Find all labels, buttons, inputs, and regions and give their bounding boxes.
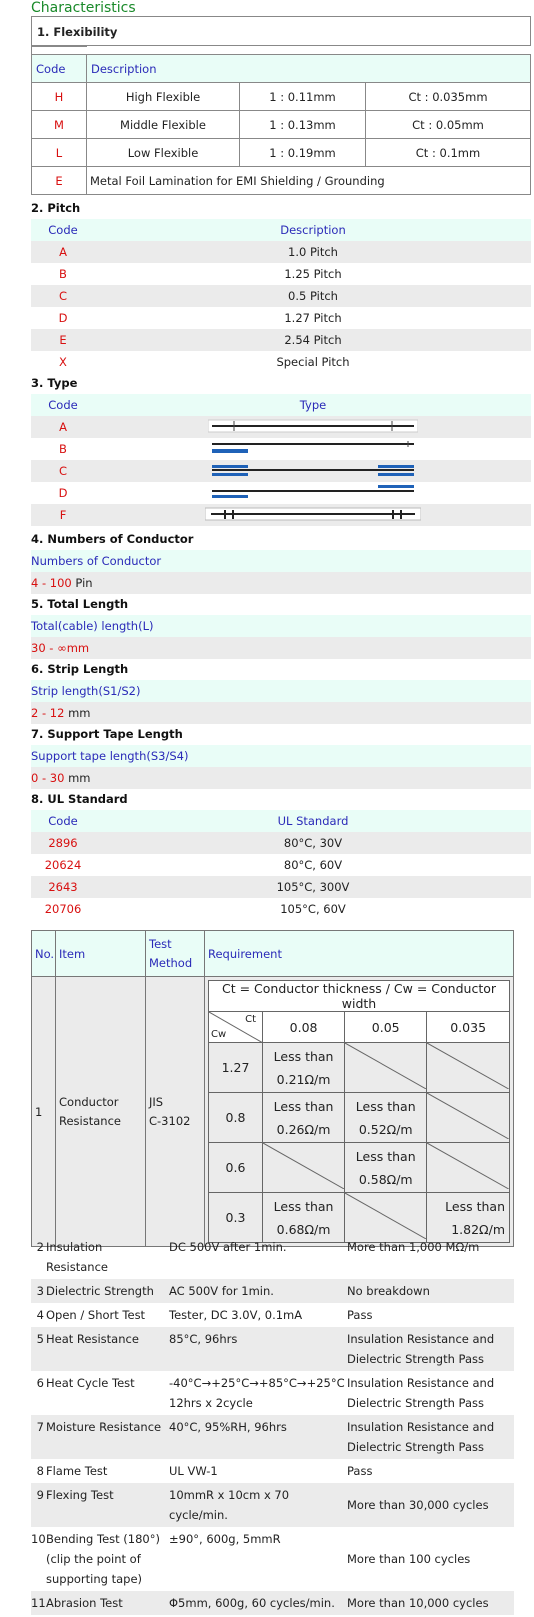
table-row: 7 Moisture Resistance 40°C, 95%RH, 96hrs Insulation Resistance and Dielectric Strength Pass	[31, 1415, 514, 1459]
table-row: 9 Flexing Test 10mmR x 10cm x 70 cycle/min. More than 30,000 cycles	[31, 1483, 514, 1527]
flexibility-heading: 1. Flexibility	[31, 16, 531, 46]
page-title: Characteristics	[31, 0, 136, 16]
table-row: 5 Heat Resistance 85°C, 96hrs Insulation Resistance and Dielectric Strength Pass	[31, 1327, 514, 1371]
table-row: 6 Heat Cycle Test -40°C→+25°C→+85°C→+25°C 12hrs x 2cycle Insulation Resistance and Dielectric Strength Pass	[36, 1376, 495, 1410]
test-list	[31, 1235, 514, 1615]
ul-table: Code UL Standard 2896 80°C, 30V 20624 80°C, 60V 2643 105°C, 300V 20706 105°C, 60V	[31, 810, 531, 920]
pitch-heading: 2. Pitch	[31, 201, 81, 215]
type-a-diagram	[208, 418, 418, 434]
type-f-diagram	[205, 505, 421, 523]
table-row: F	[31, 504, 531, 526]
type-b-diagram	[208, 440, 418, 456]
support-tape-heading: 7. Support Tape Length	[31, 727, 183, 741]
table-row: H High Flexible 1 : 0.11mm Ct : 0.035mm	[32, 83, 531, 111]
type-table: Code Type A B C D F	[31, 394, 531, 526]
table-row: D 1.27 Pitch	[58, 311, 342, 325]
table-row: A 1.0 Pitch	[31, 241, 531, 263]
strip-length-block: Strip length(S1/S2) 2 - 12 mm	[31, 680, 531, 724]
pitch-table: Code Description A 1.0 Pitch B 1.25 Pitch C 0.5 Pitch D 1.27 Pitch E 2.54 Pitch X Special Pitch	[31, 219, 531, 373]
type-d-diagram	[208, 484, 418, 500]
table-row: 10 Bending Test (180°) (clip the point of supporting tape) ±90°, 600g, 5mmR More than 100 cycles	[31, 1532, 471, 1586]
table-row: 4 Open / Short Test Tester, DC 3.0V, 0.1mA Pass	[36, 1308, 373, 1322]
table-row: 20706 105°C, 60V	[44, 902, 346, 916]
table-row: 3 Dielectric Strength AC 500V for 1min. No breakdown	[31, 1279, 514, 1303]
resistance-table: Ct = Conductor thickness / Cw = Conductor width Ct Cw 0.08 0.05 0.035 1.27 Less than 0.21Ω/m 0.8 Less than 0.26Ω/m Less than 0.52Ω/m 0.6 Less than 0.58Ω/m 0.3 Less than 0.68Ω/m Less than 1.82Ω/m	[208, 980, 510, 1243]
strip-length-heading: 6. Strip Length	[31, 662, 129, 676]
col-description: Description	[87, 55, 531, 83]
table-row: 8 Flame Test UL VW-1 Pass	[36, 1464, 373, 1478]
test-table: No. Item Test Method Requirement 1 Conductor Resistance JIS C-3102 Ct = Conductor thickness / Cw = Conductor width Ct Cw 0.08 0.05 0.035 1.27 Less than 0.21Ω/m 0.8 Less than 0.26Ω/m Less than 0.52Ω/m 0.6 Less than 0.58Ω/m 0.3 Less than 0.68Ω/m Less than 1.82Ω/m	[31, 930, 514, 1247]
table-row: E Metal Foil Lamination for EMI Shielding / Grounding	[32, 167, 531, 195]
table-row: A	[31, 416, 531, 438]
table-row: 1 Conductor Resistance JIS C-3102 Ct = Conductor thickness / Cw = Conductor width Ct Cw 0.08 0.05 0.035 1.27 Less than 0.21Ω/m 0.8 Less than 0.26Ω/m Less than 0.52Ω/m 0.6 Less than 0.58Ω/m 0.3 Less than 0.68Ω/m Less than 1.82Ω/m	[32, 977, 514, 1247]
table-row: D	[31, 482, 531, 504]
table-row: L Low Flexible 1 : 0.19mm Ct : 0.1mm	[32, 139, 531, 167]
table-row: M Middle Flexible 1 : 0.13mm Ct : 0.05mm	[32, 111, 531, 139]
table-row: B	[31, 438, 531, 460]
table-row: 2643 105°C, 300V	[31, 876, 531, 898]
flexibility-table	[31, 54, 531, 195]
table-row: B 1.25 Pitch	[59, 267, 342, 281]
table-row: X Special Pitch	[59, 355, 350, 369]
type-c-diagram	[208, 462, 418, 478]
table-row: 2 Insulation Resistance DC 500V after 1min. More than 1,000 MΩ/m	[36, 1240, 480, 1274]
conductor-heading: 4. Numbers of Conductor	[31, 532, 194, 546]
table-row: 11 Abrasion Test Φ5mm, 600g, 60 cycles/min. More than 10,000 cycles	[31, 1591, 514, 1615]
total-length-heading: 5. Total Length	[31, 597, 129, 611]
table-row: 20624 80°C, 60V	[44, 858, 343, 872]
table-row: E 2.54 Pitch	[31, 329, 531, 351]
flexibility-section	[31, 16, 531, 195]
table-row: 2896 80°C, 30V	[31, 832, 531, 854]
total-length-block: Total(cable) length(L) 30 - ∞mm	[31, 615, 531, 659]
conductor-block: Numbers of Conductor 4 - 100 Pin	[31, 550, 531, 594]
table-row: C 0.5 Pitch	[31, 285, 531, 307]
type-heading: 3. Type	[31, 376, 78, 390]
col-code: Code	[32, 55, 87, 83]
ul-heading: 8. UL Standard	[31, 792, 128, 806]
support-tape-block: Support tape length(S3/S4) 0 - 30 mm	[31, 745, 531, 789]
table-row: C	[31, 460, 531, 482]
